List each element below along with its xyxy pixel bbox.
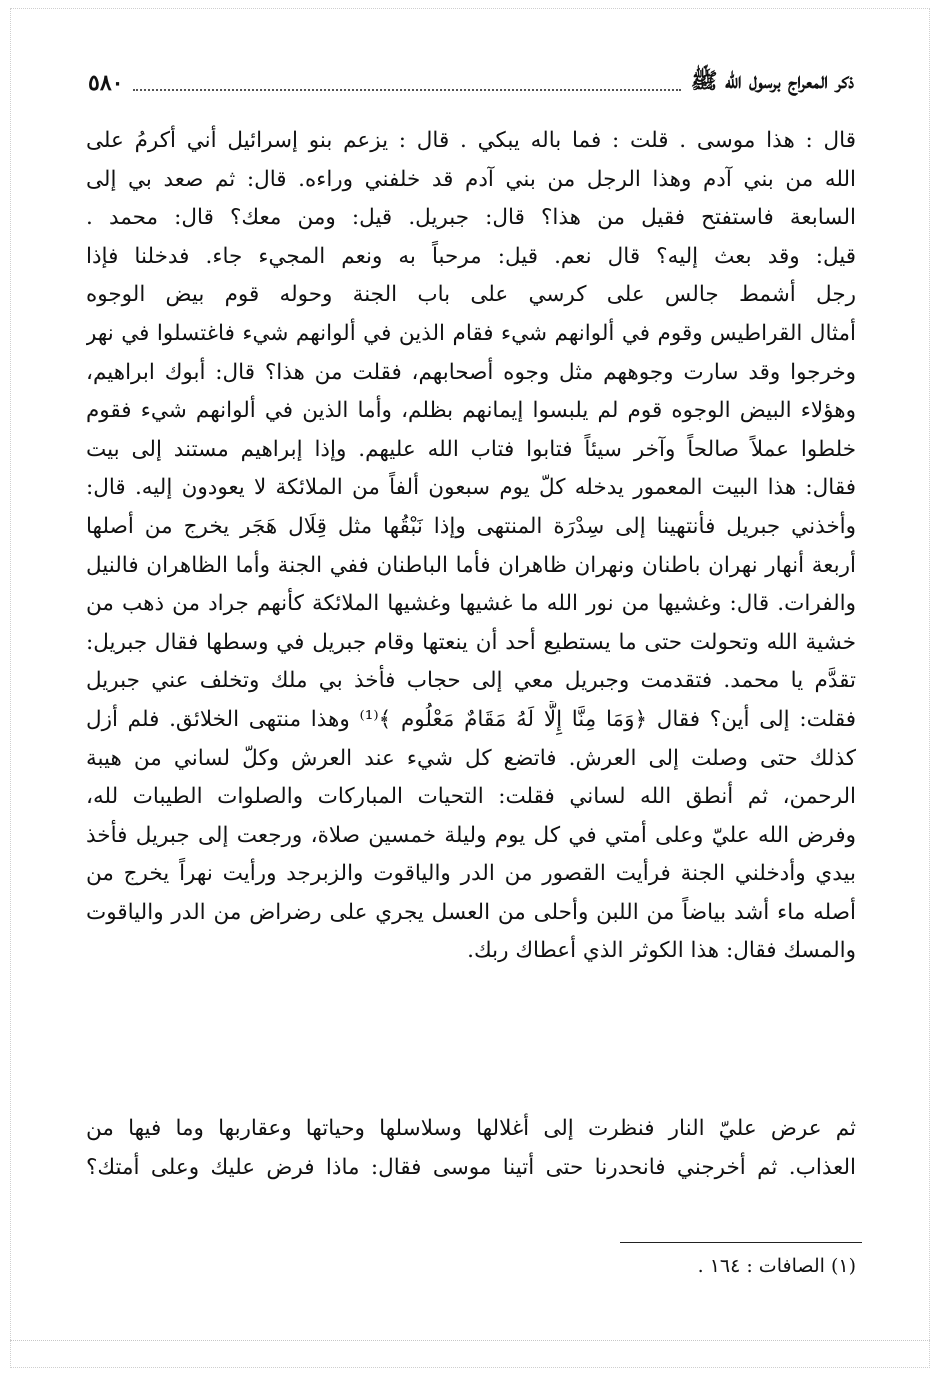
text-line: أصله ماء أشد بياضاً من اللبن وأحلى من العسل يجري على رضراض من الدر والياقوت <box>86 899 856 925</box>
second-paragraph <box>86 1110 856 1187</box>
text-line: تقدَّم يا محمد. فتقدمت وجبريل معي إلى حجاب فأخذ بي ملك وتخلف عني جبريل <box>86 668 856 694</box>
bottom-border <box>10 1340 930 1341</box>
text-line: والمسك فقال: هذا الكوثر الذي أعطاك ربك. <box>467 938 856 964</box>
page-number: ٥٨٠ <box>88 70 124 96</box>
running-head <box>88 66 854 100</box>
text-line: فقال: هذا البيت المعمور يدخله كلّ يوم سبعون ألفاً من الملائكة لا يعودون إليه. قال: <box>86 475 856 501</box>
text-line: العذاب. ثم أخرجني فانحدرنا حتى أتينا موسى فقال: ماذا فرض عليك وعلى أمتك؟ <box>86 1154 856 1180</box>
text-line: وهؤلاء البيض الوجوه قوم لم يلبسوا إيمانهم بظلم، وأما الذين في ألوانهم شيء فقوم <box>86 398 856 424</box>
footnote: (١) الصافات : ١٦٤ . <box>697 1255 856 1277</box>
text-line: خشية الله وتحولت حتى ما يستطيع أحد أن ينعتها وقام جبريل في وسطها فقال جبريل: <box>86 629 856 655</box>
text-line: أمثال القراطيس وقوم في ألوانهم شيء فقام الذين في ألوانهم شيء فاغتسلوا في نهر <box>86 320 856 346</box>
text-line: قال : هذا موسى . قلت : فما باله يبكي . قال : يزعم بنو إسرائيل أني أكرمُ على <box>86 128 856 153</box>
footnote-divider <box>620 1242 862 1243</box>
text-line: وأخذني جبريل فأنتهينا إلى سِدْرَة المنتهى وإذا نَبْقُها مثل قِلَال هَجَر يخرج من أصلها <box>86 513 856 539</box>
main-text <box>86 122 856 971</box>
text-line: وفرض الله عليّ وعلى أمتي في كل يوم وليلة خمسين صلاة، ورجعت إلى جبريل فأخذ <box>86 822 856 848</box>
text-line: كذلك حتى وصلت إلى العرش. فاتضع كل شيء عند العرش وكلّ لساني من هيبة <box>86 745 856 771</box>
text-line: ثم عرض عليّ النار فنظرت إلى أغلالها وسلاسلها وحياتها وعقاربها وما فيها من <box>86 1116 856 1141</box>
text-line: أربعة أنهار نهران باطنان ونهران ظاهران فأما الباطنان ففي الجنة وأما الظاهران فالنيل <box>86 552 856 578</box>
text-line: السابعة فاستفتح فقيل من هذا؟ قال: جبريل. قيل: ومن معك؟ قال: محمد . <box>86 205 856 231</box>
text-line: وخرجوا وقد سارت وجوههم مثل وجوه أصحابهم، فقلت من هذا؟ قال: أبوك ابراهيم، <box>86 359 856 385</box>
text-line: الله من بني آدم وهذا الرجل من بني آدم قد خلفني وراءه. قال: ثم صعد بي إلى <box>86 166 856 192</box>
running-title: ذكر المعراج برسول الله ﷺ <box>690 68 854 94</box>
text-line: رجل أشمط جالس على كرسي على باب الجنة وحوله قوم بيض الوجوه <box>86 282 856 308</box>
text-line: الرحمن، ثم أنطق الله لساني فقلت: التحيات المباركات والصلوات الطيبات لله، <box>86 784 856 810</box>
text-line: قيل: وقد بعث إليه؟ قال نعم. قيل: مرحباً به ونعم المجيء جاء. فدخلنا فإذا <box>86 243 856 269</box>
dotted-leader <box>133 75 680 91</box>
text-line: والفرات. قال: وغشيها من نور الله ما غشيها وغشيها الملائكة كأنهم جراد من ذهب من <box>86 591 856 617</box>
text-line: فقلت: إلى أين؟ فقال ﴿وَمَا مِنَّا إِلَّا لَهُ مَقَامٌ مَعْلُوم ﴾⁽¹⁾ وهذا منتهى الخلائق. فلم أزل <box>86 706 856 732</box>
text-line: خلطوا عملاً صالحاً وآخر سيئاً فتابوا فتاب الله عليهم. وإذا إبراهيم مستند إلى بيت <box>86 436 856 462</box>
text-line: بيدي وأدخلني الجنة فرأيت القصور من الدر والياقوت والزبرجد ورأيت نهراً يخرج من <box>86 861 856 887</box>
